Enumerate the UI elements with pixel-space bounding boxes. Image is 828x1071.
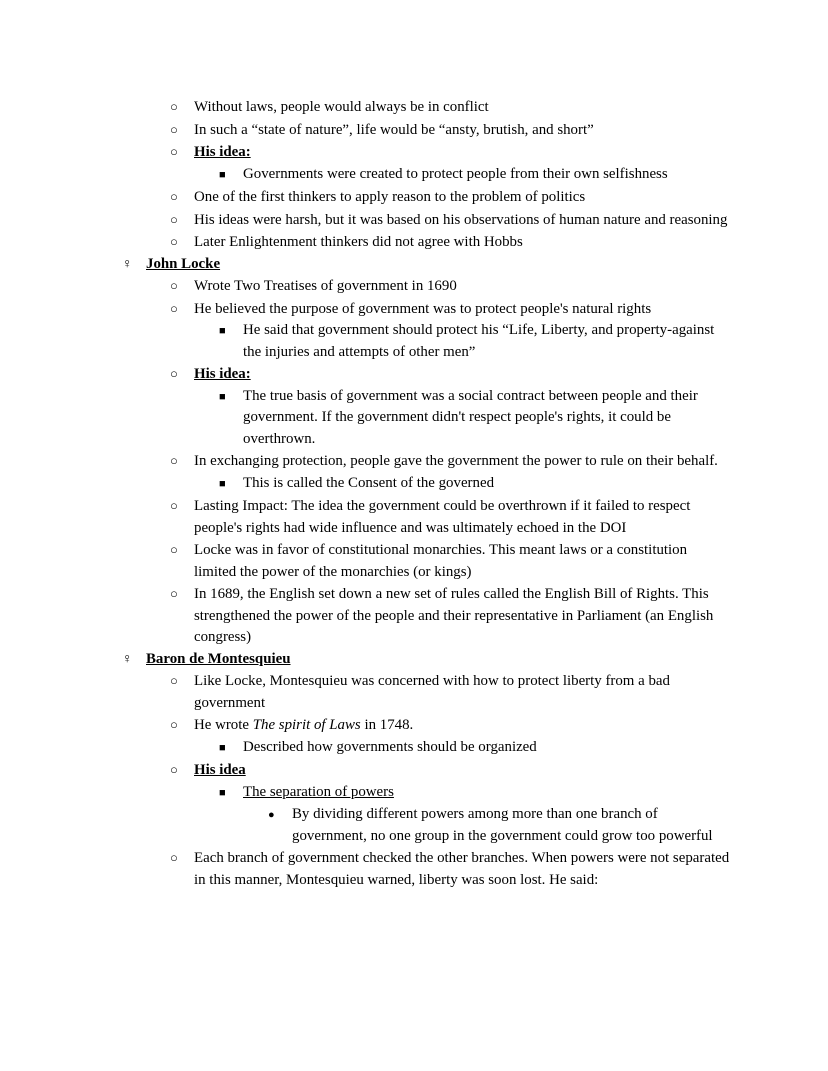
list-item-text: Later Enlightenment thinkers did not agree with Hobbs <box>194 234 523 250</box>
list-item-text: He wrote The spirit of Laws in 1748. <box>194 717 414 733</box>
circle-bullet-icon: ○ <box>170 586 178 601</box>
list-item-text: Locke was in favor of constitutional monarchies. This meant laws or a constitution limited the power of the monarchies (or kings) <box>194 542 688 580</box>
circle-bullet-icon: ○ <box>170 366 178 381</box>
list-item-text: Wrote Two Treatises of government in 1690 <box>194 278 457 294</box>
circle-bullet-icon: ○ <box>170 300 178 316</box>
list-item <box>219 737 731 760</box>
circle-bullet-icon: ○ <box>170 278 178 293</box>
list-item <box>219 386 731 451</box>
female-bullet-icon: ♀ <box>122 256 133 272</box>
list-item-text: In such a “state of nature”, life would be “ansty, brutish, and short” <box>194 121 594 138</box>
list-item <box>170 714 731 737</box>
list-item-text: In 1689, the English set down a new set of rules called the English Bill of Rights. This strengthened the power of the people and their representative in Parliament (an English congress) <box>194 586 714 645</box>
circle-bullet-icon: ○ <box>170 234 178 249</box>
list-item-text: By dividing different powers among more than one branch of government, no one group in the government could grow too powerful <box>292 806 713 844</box>
list-item-text: One of the first thinkers to apply reason to the problem of politics <box>194 189 586 205</box>
list-item <box>219 320 731 363</box>
list-item <box>170 539 731 583</box>
list-item-text: He said that government should protect his “Life, Liberty, and property-against the injuries and attempts of other men” <box>243 322 715 360</box>
list-item-text: Lasting Impact: The idea the government could be overthrown if it failed to respect people's rights had wide influence and was ultimately echoed in the DOI <box>194 498 691 536</box>
list-item <box>170 495 731 539</box>
list-item-text: Like Locke, Montesquieu was concerned with how to protect liberty from a bad government <box>194 673 670 711</box>
circle-bullet-icon: ○ <box>170 189 178 204</box>
circle-bullet-icon: ○ <box>170 542 178 557</box>
list-item-text: In exchanging protection, people gave the government the power to rule on their behalf. <box>194 453 718 469</box>
circle-bullet-icon: ○ <box>170 673 178 688</box>
list-item-text: The true basis of government was a social contract between people and their government. If the government didn't respect people's rights, it could be overthrown. <box>243 387 698 447</box>
list-item <box>170 275 731 298</box>
square-bullet-icon: ■ <box>219 741 226 754</box>
disc-bullet-icon: ● <box>268 809 275 821</box>
square-bullet-icon: ■ <box>219 168 226 181</box>
list-item <box>170 759 731 782</box>
circle-bullet-icon: ○ <box>170 762 178 777</box>
list-item <box>170 847 731 891</box>
list-item <box>268 804 731 847</box>
list-item <box>219 473 731 496</box>
list-item <box>170 298 731 321</box>
square-bullet-icon: ■ <box>219 477 226 490</box>
list-item <box>170 231 731 254</box>
list-item-text: He believed the purpose of government was to protect people's natural rights <box>194 300 652 317</box>
list-item-text: His idea: <box>194 366 251 382</box>
list-item <box>170 583 731 649</box>
list-item-text: The separation of powers <box>243 783 394 800</box>
list-item <box>122 254 731 276</box>
circle-bullet-icon: ○ <box>170 121 178 137</box>
list-item <box>170 119 731 142</box>
list-item <box>170 670 731 714</box>
list-item <box>170 141 731 164</box>
list-item-text: This is called the Consent of the governed <box>243 474 495 491</box>
list-item <box>170 96 731 119</box>
list-item-text: Described how governments should be organized <box>243 738 537 755</box>
list-item <box>219 164 731 187</box>
list-item <box>170 186 731 209</box>
circle-bullet-icon: ○ <box>170 144 178 159</box>
circle-bullet-icon: ○ <box>170 99 178 114</box>
list-item <box>170 363 731 386</box>
list-item-text: His ideas were harsh, but it was based on his observations of human nature and reasoning <box>194 211 728 228</box>
list-item-text: His idea: <box>194 144 251 160</box>
list-item-text: His idea <box>194 762 246 778</box>
square-bullet-icon: ■ <box>219 325 226 337</box>
female-bullet-icon: ♀ <box>122 651 133 667</box>
list-item <box>122 649 731 671</box>
list-item-text: Governments were created to protect people from their own selfishness <box>243 165 668 182</box>
list-item <box>219 782 731 805</box>
circle-bullet-icon: ○ <box>170 211 178 227</box>
circle-bullet-icon: ○ <box>170 850 178 865</box>
list-item-text: Without laws, people would always be in conflict <box>194 99 489 115</box>
list-item-text: John Locke <box>146 255 221 272</box>
list-item <box>170 209 731 232</box>
list-item-text: Each branch of government checked the other branches. When powers were not separated in this manner, Montesquieu warned, liberty was soon lost. He said: <box>194 850 730 888</box>
square-bullet-icon: ■ <box>219 390 226 403</box>
list-item-text: Baron de Montesquieu <box>146 650 291 667</box>
square-bullet-icon: ■ <box>219 786 226 799</box>
list-item <box>170 450 731 473</box>
circle-bullet-icon: ○ <box>170 717 178 732</box>
circle-bullet-icon: ○ <box>170 498 178 513</box>
circle-bullet-icon: ○ <box>170 453 178 468</box>
